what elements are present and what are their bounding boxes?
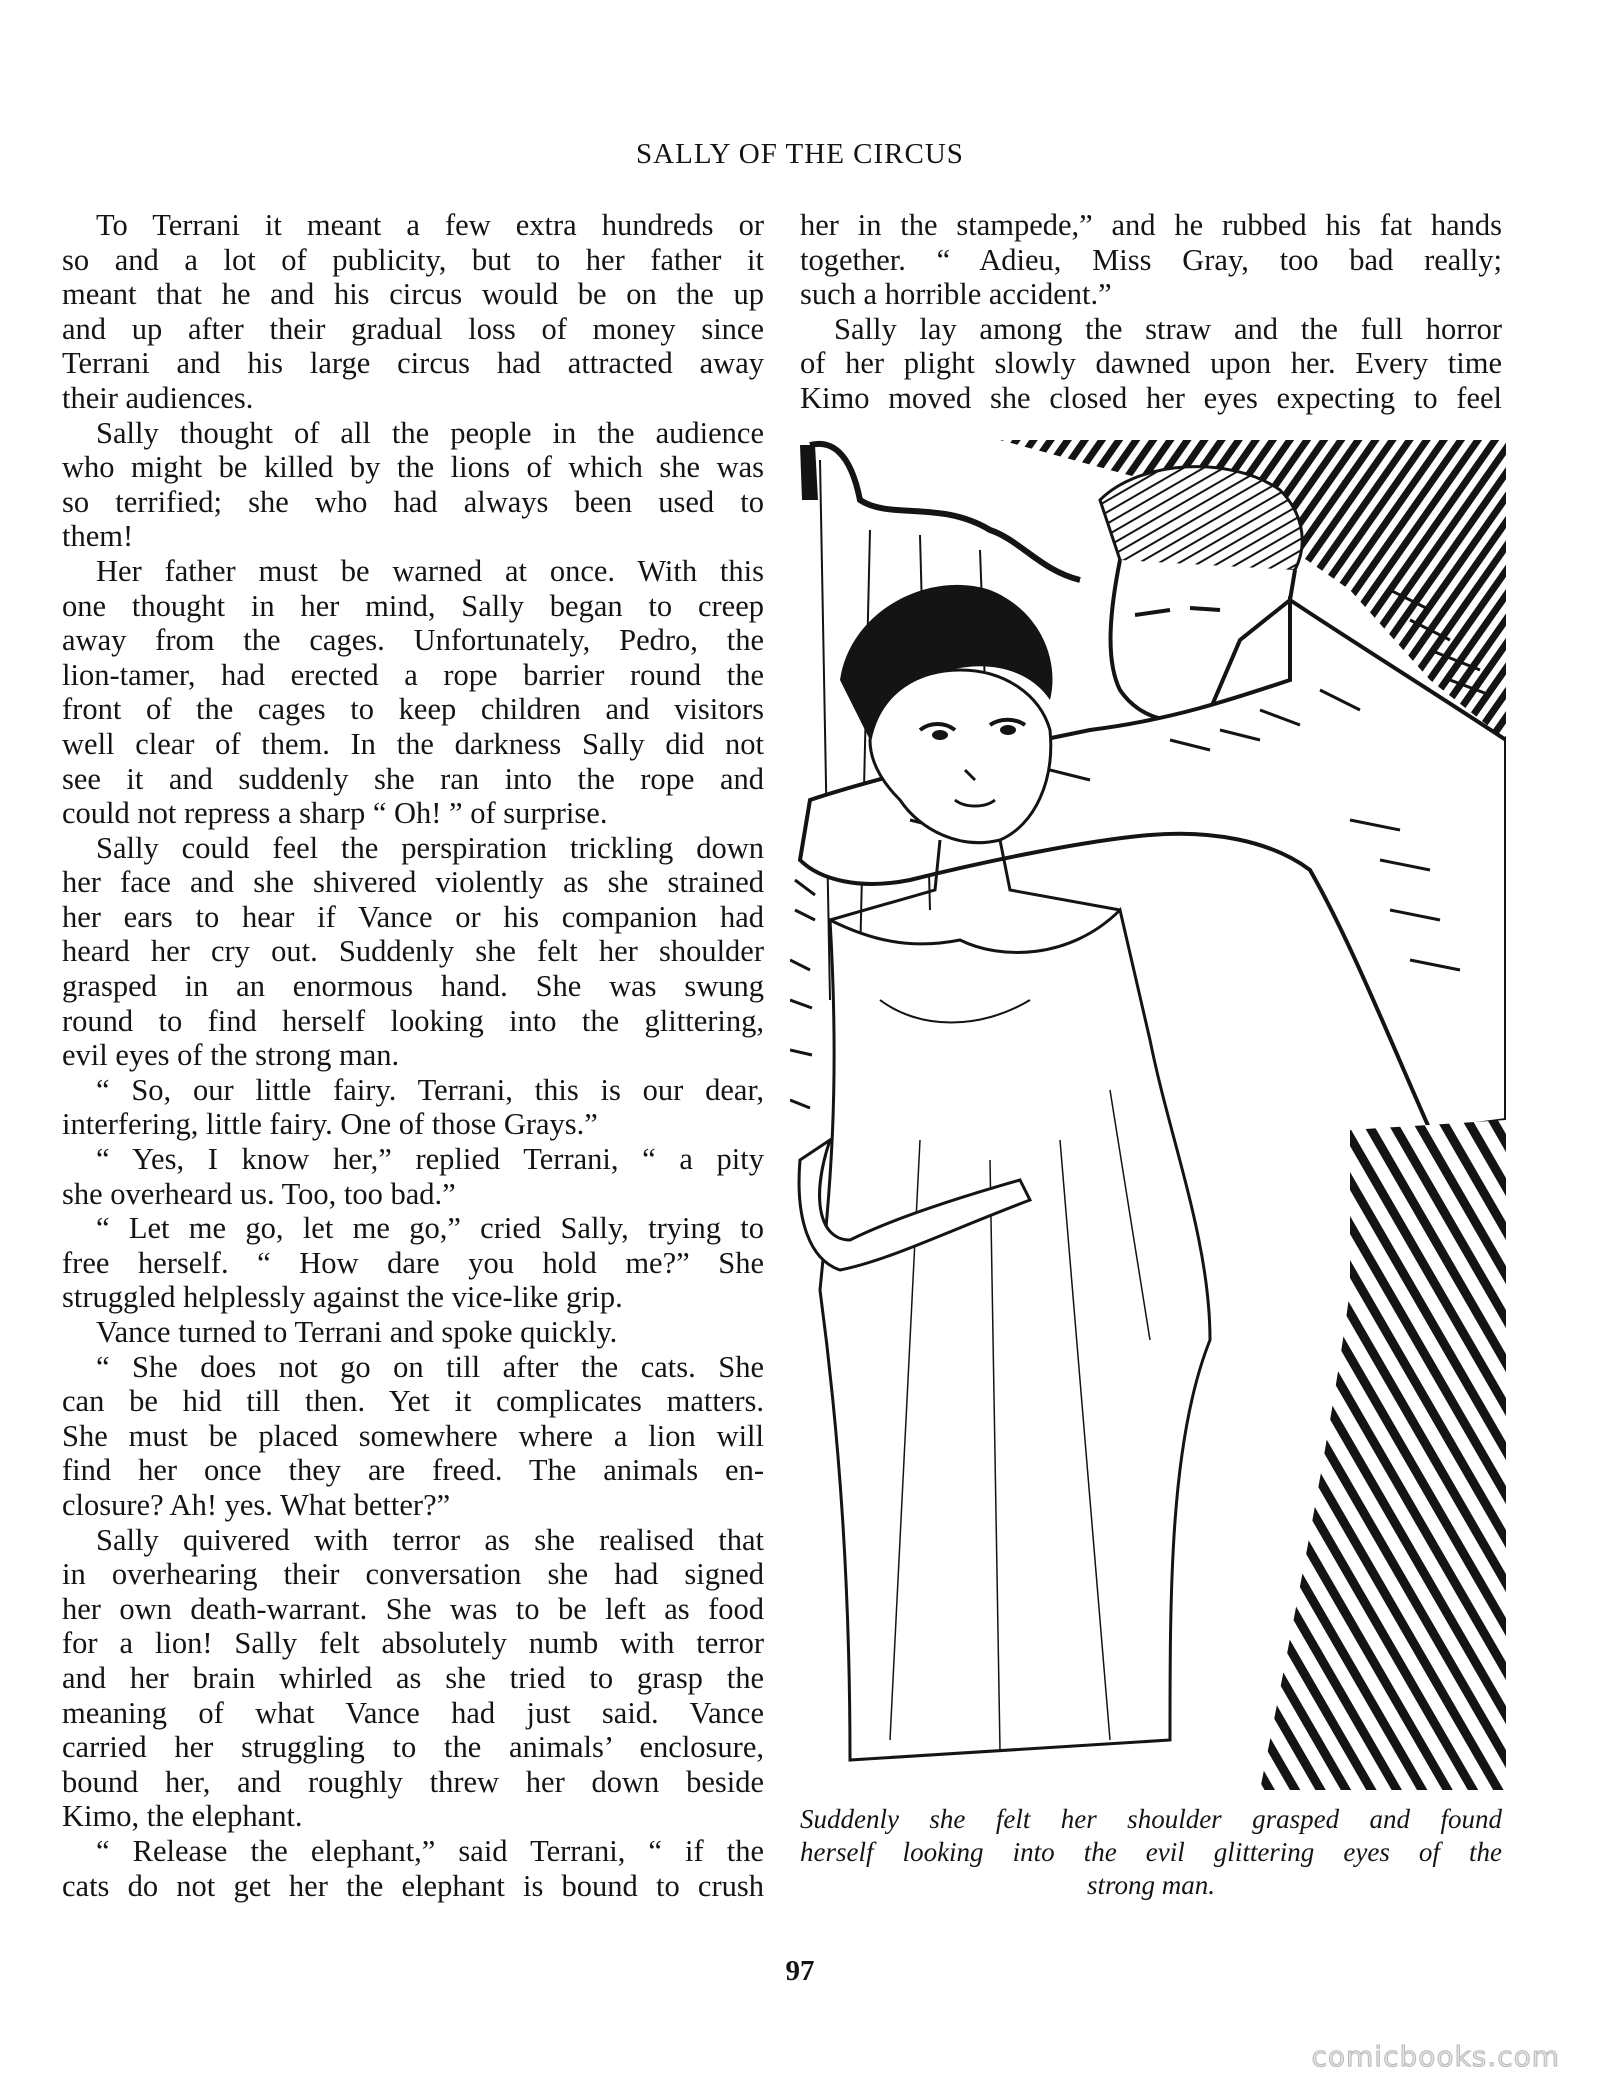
- text-line: front of the cages to keep children and visitors: [62, 692, 764, 727]
- text-line: meant that he and his circus would be on the up: [62, 277, 764, 312]
- text-line: she overheard us. Too, too bad.”: [62, 1176, 456, 1211]
- text-line: Sally thought of all the people in the audience: [96, 415, 764, 450]
- watermark: comicbooks.com: [1311, 2040, 1560, 2073]
- text-line: closure? Ah! yes. What better?”: [62, 1487, 451, 1522]
- running-head: SALLY OF THE CIRCUS: [636, 138, 964, 170]
- text-line: grasped in an enormous hand. She was swung: [62, 969, 764, 1004]
- text-line: To Terrani it meant a few extra hundreds or: [96, 208, 764, 242]
- text-line: such a horrible accident.”: [800, 277, 1112, 312]
- text-line: Sally quivered with terror as she realised that: [96, 1522, 764, 1557]
- text-line: lion-tamer, had erected a rope barrier round the: [62, 657, 764, 692]
- text-line: evil eyes of the strong man.: [62, 1038, 400, 1073]
- caption-line: Suddenly she felt her shoulder grasped and found: [800, 1804, 1502, 1834]
- text-line: so and a lot of publicity, but to her father it: [62, 242, 764, 277]
- text-line: find her once they are freed. The animals en-: [62, 1453, 764, 1488]
- text-line: can be hid till then. Yet it complicates matters.: [62, 1384, 764, 1419]
- caption-line: herself looking into the evil glittering eyes of the: [800, 1837, 1502, 1867]
- text-line: well clear of them. In the darkness Sally did not: [62, 726, 764, 761]
- text-line: who might be killed by the lions of which she was: [62, 450, 764, 485]
- text-line: heard her cry out. Suddenly she felt her shoulder: [62, 934, 764, 969]
- text-line: in overhearing their conversation she had signed: [62, 1557, 764, 1592]
- left-column: [62, 208, 764, 1903]
- text-line: could not repress a sharp “ Oh! ” of surprise.: [62, 796, 608, 831]
- text-line: Sally lay among the straw and the full horror: [834, 311, 1502, 346]
- text-line: Kimo moved she closed her eyes expecting to feel: [800, 380, 1502, 415]
- text-line: their audiences.: [62, 380, 254, 415]
- text-line: Terrani and his large circus had attracted away: [62, 346, 764, 381]
- illustration: [790, 440, 1506, 1790]
- caption-line: strong man.: [1086, 1870, 1215, 1900]
- text-line: Her father must be warned at once. With this: [96, 553, 764, 588]
- text-line: meaning of what Vance had just said. Vance: [62, 1695, 764, 1730]
- text-line: interfering, little fairy. One of those Grays.”: [62, 1107, 598, 1142]
- text-line: Kimo, the elephant.: [62, 1799, 303, 1834]
- text-line: them!: [62, 519, 134, 554]
- right-column: [800, 208, 1502, 416]
- text-line: She must be placed somewhere where a lion will: [62, 1418, 764, 1453]
- text-line: together. “ Adieu, Miss Gray, too bad really;: [800, 242, 1502, 277]
- text-line: “ Release the elephant,” said Terrani, “ if the: [96, 1833, 764, 1868]
- text-line: for a lion! Sally felt absolutely numb with terror: [62, 1626, 764, 1661]
- text-line: “ Yes, I know her,” replied Terrani, “ a pity: [96, 1142, 764, 1177]
- text-line: her face and she shivered violently as she strained: [62, 865, 764, 900]
- text-line: and her brain whirled as she tried to grasp the: [62, 1660, 764, 1695]
- text-line: round to find herself looking into the glittering,: [62, 1003, 764, 1038]
- text-line: struggled helplessly against the vice-like grip.: [62, 1280, 623, 1315]
- text-line: “ She does not go on till after the cats. She: [96, 1349, 764, 1384]
- text-line: one thought in her mind, Sally began to creep: [62, 588, 764, 623]
- text-line: bound her, and roughly threw her down beside: [62, 1764, 764, 1799]
- text-line: Vance turned to Terrani and spoke quickly.: [96, 1315, 618, 1349]
- text-line: her in the stampede,” and he rubbed his fat hands: [800, 208, 1502, 242]
- text-line: Sally could feel the perspiration trickling down: [96, 830, 764, 865]
- text-line: away from the cages. Unfortunately, Pedro, the: [62, 623, 764, 658]
- illustration-drawing: [790, 440, 1506, 1790]
- text-line: cats do not get her the elephant is bound to crush: [62, 1868, 764, 1903]
- text-line: carried her struggling to the animals’ enclosure,: [62, 1730, 764, 1765]
- page-number: 97: [785, 1955, 815, 1987]
- text-line: so terrified; she who had always been used to: [62, 484, 764, 519]
- text-line: see it and suddenly she ran into the rope and: [62, 761, 764, 796]
- text-line: and up after their gradual loss of money since: [62, 311, 764, 346]
- text-line: free herself. “ How dare you hold me?” She: [62, 1245, 764, 1280]
- figure-caption: [800, 1803, 1502, 1902]
- text-line: her ears to hear if Vance or his companion had: [62, 899, 764, 934]
- text-line: her own death-warrant. She was to be left as food: [62, 1591, 764, 1626]
- text-line: “ So, our little fairy. Terrani, this is our dear,: [96, 1072, 764, 1107]
- text-line: “ Let me go, let me go,” cried Sally, trying to: [96, 1211, 764, 1246]
- text-line: of her plight slowly dawned upon her. Every time: [800, 346, 1502, 381]
